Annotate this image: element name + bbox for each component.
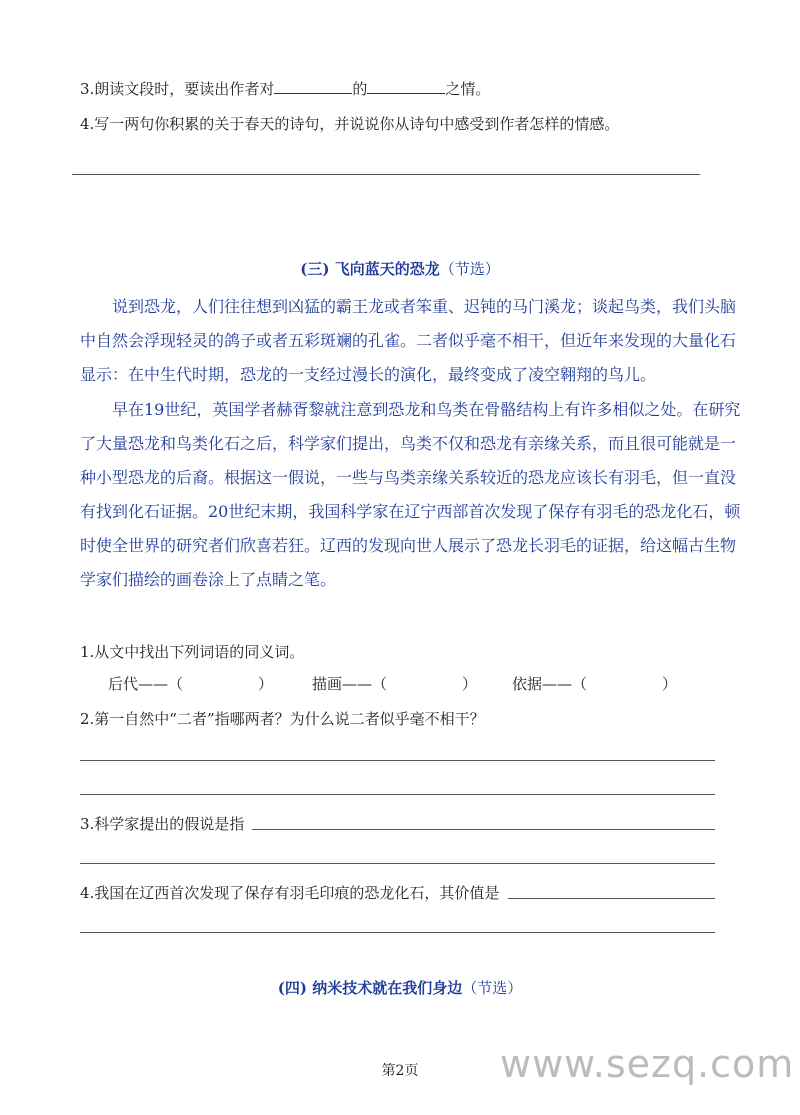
title-text: (三) 飞向蓝天的恐龙 — [300, 260, 440, 278]
passage-line: 时使全世界的研究者们欣喜若狂。辽西的发现向世人展示了恐龙长羽毛的证据，给这幅古生物 — [80, 536, 737, 555]
question-4-previous: 4.写一两句你积累的关于春天的诗句，并说说你从诗句中感受到作者怎样的情感。 — [80, 115, 620, 133]
question-3-previous — [80, 78, 490, 99]
title-text: (四) 纳米技术就在我们身边 — [277, 979, 463, 997]
q3-text-post: 之情。 — [445, 80, 491, 98]
title-note: （节选） — [439, 260, 500, 278]
answer-line[interactable] — [80, 760, 715, 761]
passage-line: 有找到化石证据。20世纪末期，我国科学家在辽宁西部首次发现了保存有羽毛的恐龙化石，顿 — [80, 502, 741, 521]
passage-line: 学家们描绘的画卷涂上了点睛之笔。 — [80, 570, 337, 589]
question-3: 3.科学家提出的假说是指 — [80, 815, 245, 833]
answer-line[interactable] — [508, 898, 715, 899]
answer-blank[interactable] — [367, 79, 445, 94]
answer-line[interactable] — [80, 932, 715, 933]
title-note: （节选） — [462, 979, 523, 997]
answer-blank[interactable] — [274, 79, 352, 94]
synonym-item[interactable]: 描画——（ ） — [312, 675, 478, 693]
passage-line: 显示：在中生代时期，恐龙的一支经过漫长的演化，最终变成了凌空翱翔的鸟儿。 — [80, 365, 657, 384]
synonym-item[interactable]: 后代——（ ） — [108, 675, 274, 693]
answer-line[interactable] — [80, 794, 715, 795]
page-number: 第2页 — [381, 1063, 419, 1079]
passage-line: 说到恐龙，人们往往想到凶猛的霸王龙或者笨重、迟钝的马门溪龙；谈起鸟类，我们头脑 — [112, 297, 737, 316]
answer-line[interactable] — [252, 829, 715, 830]
question-1: 1.从文中找出下列词语的同义词。 — [80, 643, 305, 661]
passage-line: 早在19世纪，英国学者赫胥黎就注意到恐龙和鸟类在骨骼结构上有许多相似之处。在研究 — [112, 400, 741, 419]
passage-line: 种小型恐龙的后裔。根据这一假说，一些与鸟类亲缘关系较近的恐龙应该长有羽毛，但一直没 — [80, 468, 737, 487]
answer-line[interactable] — [72, 174, 700, 175]
question-4: 4.我国在辽西首次发现了保存有羽毛印痕的恐龙化石，其价值是 — [80, 884, 500, 902]
question-2: 2.第一自然中“二者”指哪两者？为什么说二者似乎毫不相干？ — [80, 710, 485, 728]
section-4-title — [0, 977, 800, 998]
passage-line: 中自然会浮现轻灵的鸽子或者五彩斑斓的孔雀。二者似乎毫不相干，但近年来发现的大量化石 — [80, 331, 737, 350]
q3-text: 3.朗读文段时，要读出作者对 — [80, 80, 275, 98]
section-3-title — [0, 258, 800, 279]
passage-line: 了大量恐龙和鸟类化石之后，科学家们提出，鸟类不仅和恐龙有亲缘关系，而且很可能就是一 — [80, 434, 737, 453]
watermark: www.sezq.com — [500, 1042, 795, 1086]
answer-line[interactable] — [80, 863, 715, 864]
synonym-item[interactable]: 依据——（ ） — [512, 675, 678, 693]
q3-text-mid: 的 — [352, 80, 368, 98]
